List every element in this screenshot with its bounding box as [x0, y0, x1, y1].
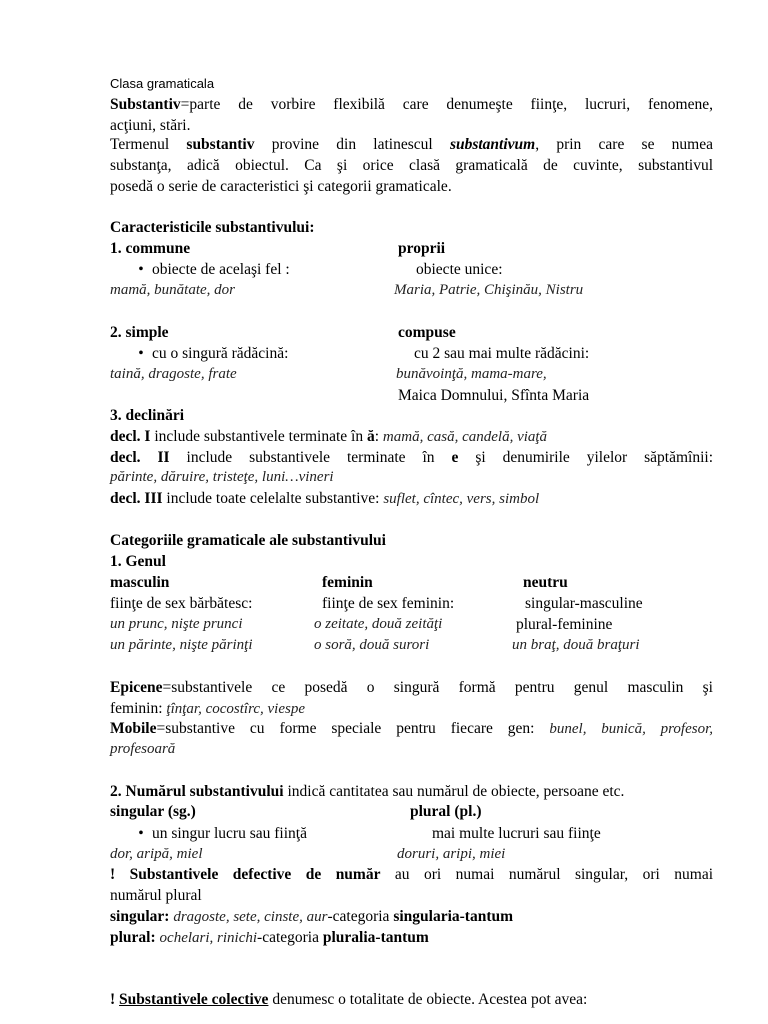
bullet-icon: • — [138, 345, 144, 362]
origin-line-2: substanţa, adică obiectul. Ca şi orice clasă gramaticală de cuvinte, substantivul — [110, 157, 713, 174]
singularia-tantum-line: singular: dragoste, sete, cinste, aur-categoria singularia-tantum — [110, 908, 514, 925]
masculine-example-1: un prunc, nişte prunci — [110, 616, 243, 632]
pluralia-tantum-line: plural: ochelari, rinichi-categoria pluralia-tantum — [110, 929, 429, 946]
characteristics-heading: Caracteristicile substantivului: — [110, 219, 315, 236]
simple-label: 2. simple — [110, 324, 169, 341]
singular-bullet: • un singur lucru sau fiinţă — [110, 823, 307, 844]
gender-heading: 1. Genul — [110, 553, 166, 570]
declension-1: decl. I include substantivele terminate în ă: mamă, casă, candelă, viaţă — [110, 428, 548, 445]
singular-examples: dor, aripă, miel — [110, 846, 203, 862]
plural-desc: mai multe lucruri sau fiinţe — [432, 825, 601, 842]
plural-label: plural (pl.) — [410, 803, 482, 820]
feminine-desc: fiinţe de sex feminin: — [322, 595, 455, 612]
document-header: Clasa gramaticala — [110, 76, 215, 91]
bullet-icon: • — [138, 261, 144, 278]
simple-examples: taină, dragoste, frate — [110, 366, 237, 382]
compound-examples: bunăvoinţă, mama-mare, — [396, 366, 547, 382]
masculine-example-2: un părinte, nişte părinţi — [110, 637, 253, 653]
declensions-heading: 3. declinări — [110, 407, 185, 424]
singular-label: singular (sg.) — [110, 803, 196, 820]
simple-bullet: • cu o singură rădăcină: — [110, 343, 288, 364]
common-bullet: • obiecte de acelaşi fel : — [110, 259, 290, 280]
definition-line-1: Substantiv=parte de vorbire flexibilă care denumeşte fiinţe, lucruri, fenomene, — [110, 96, 713, 113]
feminine-example-2: o soră, două surori — [314, 637, 430, 653]
plural-examples: doruri, aripi, miei — [397, 846, 506, 862]
bullet-icon: • — [138, 825, 144, 842]
neuter-desc: singular-masculine — [525, 595, 643, 612]
number-heading: 2. Numărul substantivului indică cantitatea sau numărul de obiecte, persoane etc. — [110, 783, 625, 800]
compound-desc: cu 2 sau mai multe rădăcini: — [414, 345, 590, 362]
epicene-line-2: feminin: ţînţar, cocostîrc, viespe — [110, 700, 305, 717]
mobile-line-2: profesoară — [110, 741, 176, 757]
gender-col-neuter: neutru — [523, 574, 568, 591]
proper-desc: obiecte unice: — [416, 261, 503, 278]
compound-label: compuse — [398, 324, 456, 341]
collective-line: ! Substantivele colective denumesc o totalitate de obiecte. Acestea pot avea: — [110, 991, 588, 1008]
gender-col-feminine: feminin — [322, 574, 373, 591]
feminine-example-1: o zeitate, două zeităţi — [314, 616, 443, 632]
categories-heading: Categoriile gramaticale ale substantivului — [110, 532, 386, 549]
declension-2-examples: părinte, dăruire, tristeţe, luni…vineri — [110, 469, 334, 485]
compound-examples-2: Maica Domnului, Sfînta Maria — [398, 387, 590, 404]
common-examples: mamă, bunătate, dor — [110, 282, 235, 298]
mobile-line-1: Mobile=substantive cu forme speciale pentru fiecare gen: bunel, bunică, profesor, — [110, 720, 713, 737]
neuter-example: un braţ, două braţuri — [512, 637, 640, 653]
declension-2: decl. II include substantivele terminate în e şi denumirile yilelor săptămînii: — [110, 449, 714, 466]
neuter-plural-desc: plural-feminine — [516, 616, 613, 633]
defective-line-2: numărul plural — [110, 887, 202, 904]
proper-label: proprii — [398, 240, 446, 257]
epicene-line-1: Epicene=substantivele ce posedă o singură formă pentru genul masculin şi — [110, 679, 713, 696]
origin-line-3: posedă o serie de caracteristici şi categorii gramaticale. — [110, 178, 452, 195]
proper-examples: Maria, Patrie, Chişinău, Nistru — [394, 282, 584, 298]
declension-3: decl. III include toate celelalte substantive: suflet, cîntec, vers, simbol — [110, 490, 540, 507]
gender-col-masculine: masculin — [110, 574, 170, 591]
definition-line-2: acţiuni, stări. — [110, 117, 191, 134]
masculine-desc: fiinţe de sex bărbătesc: — [110, 595, 253, 612]
common-label: 1. commune — [110, 240, 191, 257]
defective-line-1: ! Substantivele defective de număr au ori numai numărul singular, ori numai — [110, 866, 714, 883]
origin-line-1: Termenul substantiv provine din latinescul substantivum, prin care se numea — [110, 136, 713, 153]
